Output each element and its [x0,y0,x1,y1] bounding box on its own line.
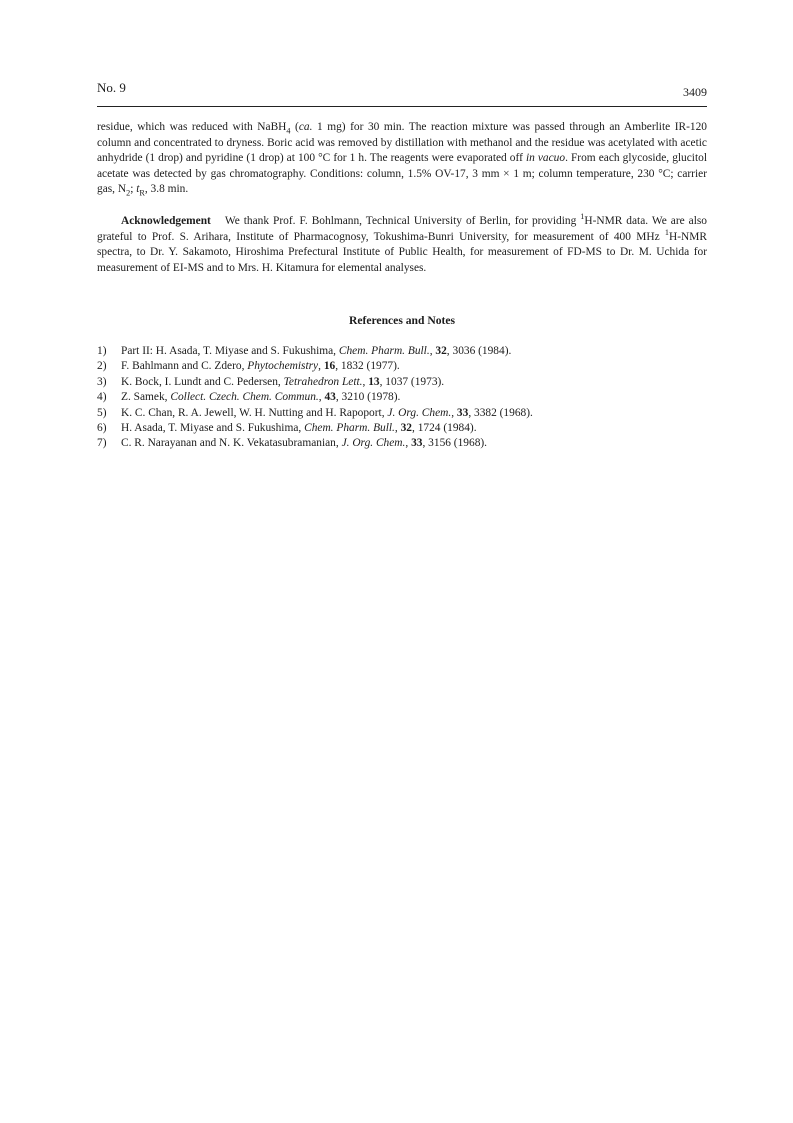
reference-item [97,375,707,390]
reference-pages-year: , 3210 (1978). [335,391,401,404]
reference-number: 7) [97,437,107,450]
reference-pages-year: , 1832 (1977). [335,360,400,373]
reference-separator: , [405,437,412,450]
reference-separator: , [394,422,401,435]
text-run: We thank Prof. F. Bohlmann, Technical University of Berlin, for providing [224,214,581,227]
text-run: ( [290,121,299,133]
reference-authors: K. C. Chan, R. A. Jewell, W. H. Nutting and H. Rapoport, [121,406,388,419]
reference-pages-year: , 1724 (1984). [412,422,477,435]
subscript: 4 [286,126,291,136]
reference-item [97,344,707,359]
reference-authors: F. Bahlmann and C. Zdero, [121,360,248,373]
reference-item [97,390,707,405]
reference-number: 6) [97,422,107,435]
acknowledgement-paragraph [97,214,707,276]
reference-volume: 33 [411,437,423,450]
reference-authors: Part II: H. Asada, T. Miyase and S. Fukushima, [121,345,339,357]
reference-journal: Phytochemistry [247,360,319,373]
experimental-paragraph [97,120,707,198]
text-run: H-NMR spectra, to Dr. Y. Sakamoto, Hiroshima Prefectural Institute of Public Health, for measurement of FD-MS to Dr. M. Uchida for measurement of EI-MS and to Mrs. H. Kitamura for elemental analyses. [97,230,707,274]
reference-number: 2) [97,360,107,373]
reference-pages-year: , 3156 (1968). [422,437,488,450]
reference-number: 4) [97,391,107,404]
reference-journal: J. Org. Chem. [387,406,452,419]
italic-text: in vacuo [525,152,566,165]
reference-item [97,436,707,451]
reference-volume: 32 [435,345,447,357]
reference-journal: Chem. Pharm. Bull. [304,422,395,435]
acknowledgement-heading: Acknowledgement [121,214,211,227]
issue-number: No. 9 [97,80,126,95]
reference-volume: 33 [456,406,469,419]
italic-text: ca. [298,121,313,133]
references-title: References and Notes [348,314,456,327]
reference-volume: 16 [323,360,336,373]
reference-authors: H. Asada, T. Miyase and S. Fukushima, [121,422,305,435]
reference-volume: 32 [400,422,412,435]
page-number: 3409 [683,85,707,99]
reference-authors: C. R. Narayanan and N. K. Vekatasubramanian, [121,437,342,450]
header-rule [97,106,707,107]
text-run: ; [130,183,137,196]
reference-item [97,359,707,374]
italic-text: t [136,183,140,196]
text-run: 1 mg) for 30 min. The reaction mixture was passed through an Amberlite IR-120 column and concentrated to dryness. Boric acid was removed by distillation with methanol and the residue was acetylated with acetic anhydride (1 drop) and pyridine (1 drop) at 100 °C for 1 h. The reagents were evaporated off [97,121,707,165]
reference-journal: J. Org. Chem. [341,437,406,450]
reference-pages-year: , 3036 (1984). [446,345,512,357]
reference-volume: 13 [368,375,380,388]
superscript: 1 [580,212,585,222]
reference-journal: Tetrahedron Lett. [283,375,363,388]
subscript: 2 [126,188,131,198]
reference-number: 1) [97,345,107,357]
reference-separator: , [318,360,324,373]
text-run: . From each glycoside, glucitol acetate was detected by gas chromatography. Conditions: column, 1.5% OV-17, 3 mm × 1 m; column temperature, 230 °C; carrier gas, N [97,152,707,196]
reference-journal: Collect. Czech. Chem. Commun. [170,391,319,404]
reference-number: 3) [97,375,107,388]
reference-separator: , [318,391,325,404]
text-run: , 3.8 min. [144,183,189,196]
reference-volume: 43 [324,391,336,404]
reference-list [97,344,707,452]
reference-authors: Z. Samek, [121,391,171,404]
reference-number: 5) [97,406,107,419]
reference-pages-year: , 3382 (1968). [468,406,533,419]
reference-separator: , [451,406,457,419]
reference-item [97,406,707,421]
reference-journal: Chem. Pharm. Bull. [338,345,430,357]
body-text [97,120,707,276]
subscript: R [139,188,145,198]
text-run: H-NMR data. We are also grateful to Prof. S. Arihara, Institute of Pharmacognosy, Tokushima-Bunri University, for measurement of 400 MHz [97,214,707,243]
page-header [97,80,707,100]
text-run: residue, which was reduced with NaBH [97,121,287,133]
reference-separator: , [429,345,436,357]
reference-separator: , [362,375,369,388]
reference-pages-year: , 1037 (1973). [379,375,445,388]
reference-authors: K. Bock, I. Lundt and C. Pedersen, [121,375,284,388]
reference-item [97,421,707,436]
superscript: 1 [664,227,670,237]
